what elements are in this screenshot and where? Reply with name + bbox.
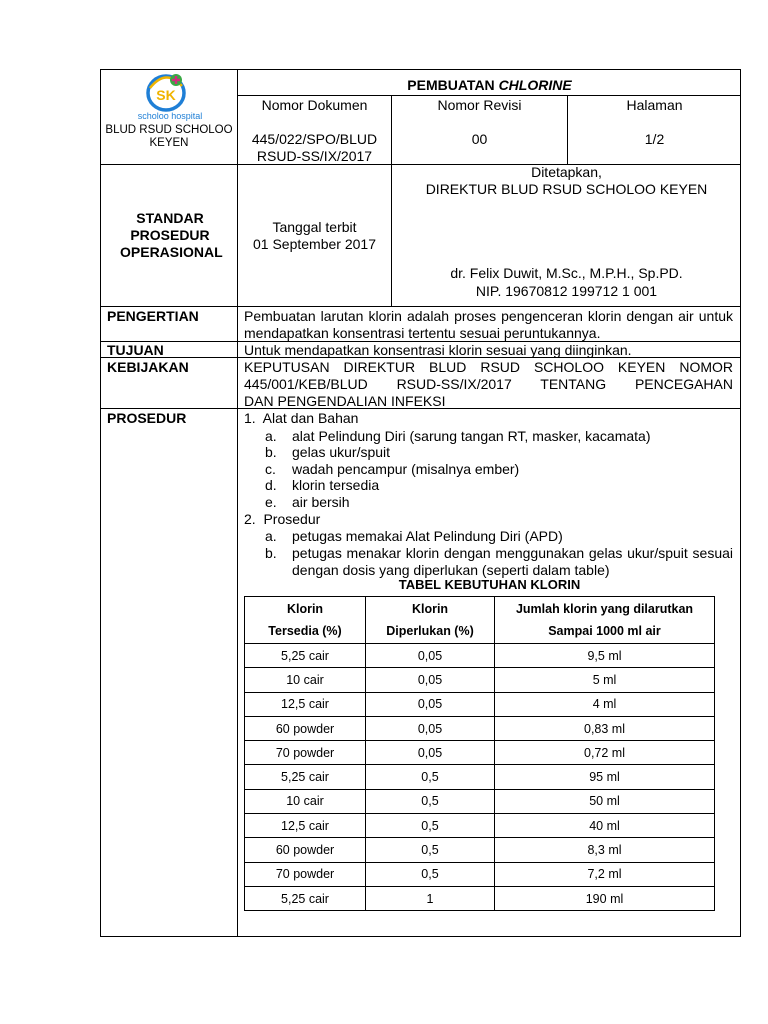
table-cell: 0,5	[366, 765, 495, 789]
table-cell: 12,5 cair	[245, 692, 366, 716]
table-row	[245, 668, 715, 692]
list-item: petugas memakai Alat Pelindung Diri (APD)	[292, 528, 563, 544]
logo-text: SK	[156, 87, 176, 103]
table-cell: 0,05	[366, 668, 495, 692]
table-cell: 5,25 cair	[245, 765, 366, 789]
table-cell: 5 ml	[495, 668, 715, 692]
table-cell: 60 powder	[245, 716, 366, 740]
column-header: Klorin Diperlukan (%)	[366, 597, 495, 644]
table-cell: 12,5 cair	[245, 814, 366, 838]
table-cell: 0,83 ml	[495, 716, 715, 740]
list-item: d.	[265, 477, 277, 493]
table-cell: 9,5 ml	[495, 644, 715, 668]
table-row	[245, 862, 715, 886]
page-value: 1/2	[644, 131, 665, 147]
revision-label: Nomor Revisi	[437, 97, 522, 113]
table-title: TABEL KEBUTUHAN KLORIN	[398, 577, 581, 592]
pengertian-label: PENGERTIAN	[107, 308, 199, 324]
table-cell: 40 ml	[495, 814, 715, 838]
list-item: air bersih	[292, 494, 350, 510]
table-cell: 190 ml	[495, 886, 715, 910]
title-emphasis: CHLORINE	[498, 77, 572, 93]
table-cell: 1	[366, 886, 495, 910]
table-header-row	[245, 597, 715, 644]
list-item: klorin tersedia	[292, 477, 380, 493]
set-label: Ditetapkan,	[531, 164, 602, 180]
table-row	[245, 692, 715, 716]
kebijakan-line-2: 445/001/KEB/BLUD RSUD-SS/IX/2017 TENTANG PENCEGAHAN	[244, 376, 733, 392]
doc-number-value: 445/022/SPO/BLUD RSUD-SS/IX/2017	[251, 131, 378, 164]
table-row	[245, 838, 715, 862]
pengertian-text: Pembuatan larutan klorin adalah proses pengenceran klorin dengan air untuk mendapatkan konsentrasi tertentu sesuai peruntukannya.	[244, 308, 733, 341]
list-item: alat Pelindung Diri (sarung tangan RT, masker, kacamata)	[292, 428, 651, 444]
table-cell: 0,05	[366, 741, 495, 765]
table-row	[245, 644, 715, 668]
table-cell: 5,25 cair	[245, 886, 366, 910]
table-cell: 0,05	[366, 644, 495, 668]
table-row	[245, 765, 715, 789]
table-cell: 0,5	[366, 862, 495, 886]
document-title	[238, 77, 741, 94]
list-item: b.	[265, 545, 277, 561]
list-item: c.	[265, 461, 276, 477]
list-item: e.	[265, 494, 277, 510]
set-by: DIREKTUR BLUD RSUD SCHOLOO KEYEN	[425, 181, 708, 197]
tujuan-label: TUJUAN	[107, 342, 164, 358]
signer-nip: NIP. 19670812 199712 1 001	[475, 283, 658, 299]
column-divider	[237, 69, 238, 937]
table-cell: 0,5	[366, 814, 495, 838]
title-underline	[237, 95, 741, 96]
institution-name: BLUD RSUD SCHOLOO KEYEN	[105, 124, 233, 149]
issue-date-label: Tanggal terbit	[272, 219, 357, 235]
table-cell: 10 cair	[245, 789, 366, 813]
table-row	[245, 716, 715, 740]
table-cell: 8,3 ml	[495, 838, 715, 862]
kebijakan-label: KEBIJAKAN	[107, 359, 189, 375]
step-2-heading: 2. Prosedur	[244, 511, 321, 527]
table-row	[245, 886, 715, 910]
page-label: Halaman	[626, 97, 683, 113]
table-cell: 0,05	[366, 692, 495, 716]
list-item: gelas ukur/spuit	[292, 444, 391, 460]
table-cell: 0,5	[366, 789, 495, 813]
table-cell: 70 powder	[245, 741, 366, 765]
title-prefix: PEMBUATAN	[407, 77, 495, 93]
table-cell: 70 powder	[245, 862, 366, 886]
table-cell: 95 ml	[495, 765, 715, 789]
prosedur-label: PROSEDUR	[107, 410, 187, 426]
table-cell: 0,05	[366, 716, 495, 740]
kebijakan-line-3: DAN PENGENDALIAN INFEKSI	[244, 393, 446, 409]
table-cell: 7,2 ml	[495, 862, 715, 886]
table-cell: 5,25 cair	[245, 644, 366, 668]
column-header: Jumlah klorin yang dilarutkan Sampai 1000 ml air	[495, 597, 715, 644]
list-item: petugas menakar klorin dengan menggunakan gelas ukur/spuit sesuai dengan dosis yang diperlukan (seperti dalam table)	[292, 545, 733, 578]
table-cell: 4 ml	[495, 692, 715, 716]
list-item: a.	[265, 428, 277, 444]
table-cell: 60 powder	[245, 838, 366, 862]
issue-date: 01 September 2017	[253, 236, 376, 252]
table-row	[245, 814, 715, 838]
list-item: b.	[265, 444, 277, 460]
logo-caption: scholoo hospital	[138, 111, 202, 121]
list-item: wadah pencampur (misalnya ember)	[292, 461, 520, 477]
hospital-logo	[138, 72, 202, 124]
sop-label: STANDAR PROSEDUR OPERASIONAL	[120, 210, 223, 260]
kebijakan-line-1: KEPUTUSAN DIREKTUR BLUD RSUD SCHOLOO KEYEN NOMOR	[244, 359, 733, 375]
table-cell: 0,72 ml	[495, 741, 715, 765]
list-item: a.	[265, 528, 277, 544]
table-cell: 10 cair	[245, 668, 366, 692]
table-cell: 50 ml	[495, 789, 715, 813]
table-row	[245, 789, 715, 813]
signer-name: dr. Felix Duwit, M.Sc., M.P.H., Sp.PD.	[450, 265, 683, 281]
chlorine-table	[244, 596, 715, 911]
sop-bottom-line	[100, 306, 741, 307]
column-header: Klorin Tersedia (%)	[245, 597, 366, 644]
table-row	[245, 741, 715, 765]
logo-mark-icon	[138, 72, 202, 124]
revision-value: 00	[471, 131, 488, 147]
step-1-heading: 1. Alat dan Bahan	[244, 410, 359, 426]
tujuan-text: Untuk mendapatkan konsentrasi klorin sesuai yang diinginkan.	[244, 342, 632, 358]
doc-number-label: Nomor Dokumen	[261, 97, 368, 113]
table-cell: 0,5	[366, 838, 495, 862]
